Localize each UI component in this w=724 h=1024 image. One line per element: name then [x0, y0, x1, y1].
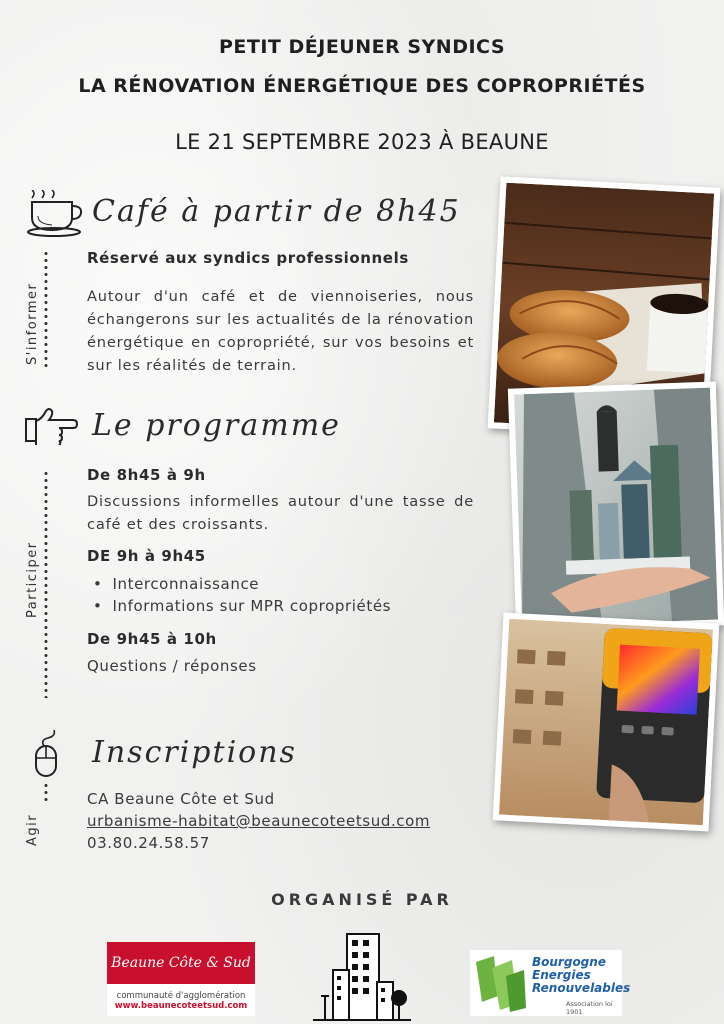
logo-beaune-subtitle: communauté d'agglomération	[116, 991, 246, 1001]
slot3-time: De 9h45 à 10h	[87, 630, 217, 648]
ber-leaf-icon	[472, 952, 528, 1014]
list-item: • Interconnaissance	[93, 573, 391, 595]
slot2-list	[93, 573, 391, 617]
event-date: LE 21 SEPTEMBRE 2023 À BEAUNE	[175, 130, 549, 154]
contact-phone: 03.80.24.58.57	[87, 834, 210, 852]
side-label-participer: Participer	[25, 541, 40, 618]
side-label-informer: S'informer	[25, 282, 40, 365]
ber-line1: Bourgogne	[532, 955, 606, 969]
dotted-divider	[44, 782, 48, 802]
slot3-text: Questions / réponses	[87, 657, 257, 675]
photo-thermal-camera	[493, 612, 720, 831]
section-heading-inscriptions: Inscriptions	[92, 735, 297, 770]
ber-line2: Energies	[532, 968, 591, 982]
slot1-time: De 8h45 à 9h	[87, 466, 206, 484]
contact-email-link[interactable]: urbanisme-habitat@beaunecoteetsud.com	[87, 812, 431, 830]
ber-line3: Renouvelables	[532, 981, 631, 995]
logo-beaune-cote-sud	[107, 942, 255, 1016]
side-label-agir: Agir	[25, 813, 40, 846]
logo-beaune-name: Beaune Côte & Sud	[107, 942, 255, 984]
contact-organisation: CA Beaune Côte et Sud	[87, 790, 275, 808]
list-item: • Informations sur MPR copropriétés	[93, 595, 391, 617]
dotted-divider	[44, 470, 48, 698]
slot2-time: DE 9h à 9h45	[87, 547, 206, 565]
photo-city-in-hand	[508, 381, 724, 632]
slot1-text: Discussions informelles autour d'une tasse de café et des croissants.	[87, 493, 474, 533]
section-heading-cafe: Café à partir de 8h45	[92, 194, 461, 229]
audience-subheading: Réservé aux syndics professionnels	[87, 249, 409, 267]
dotted-divider	[44, 250, 48, 368]
pointing-hand-icon	[24, 405, 78, 445]
logo-beaune-url: www.beaunecoteetsud.com	[114, 1001, 248, 1011]
computer-mouse-icon	[24, 730, 68, 778]
title-line-2: LA RÉNOVATION ÉNERGÉTIQUE DES COPROPRIÉTÉS	[78, 75, 646, 97]
section-heading-programme: Le programme	[92, 408, 341, 443]
coffee-cup-icon	[24, 190, 86, 238]
logo-bourgogne-energies-renouvelables	[470, 950, 631, 1016]
intro-paragraph: Autour d'un café et de viennoiseries, nous échangerons sur les actualités de la rénovation énergétique en copropriété, sur vos besoins et sur les réalités de terrain.	[87, 288, 474, 374]
organised-by-label: ORGANISÉ PAR	[271, 890, 453, 909]
title-line-1: PETIT DÉJEUNER SYNDICS	[218, 36, 506, 58]
city-buildings-icon	[313, 932, 411, 1022]
ber-subtitle: Association loi 1901	[566, 1000, 613, 1016]
